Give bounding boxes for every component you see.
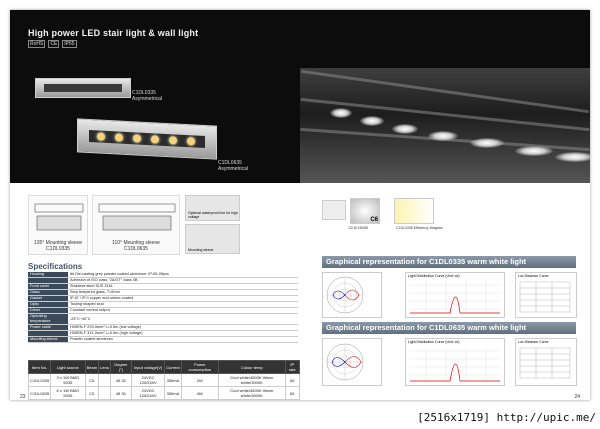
page-number-left: 23 [20,394,26,400]
ce-logo: CE [50,41,58,47]
model-table-cell: 2W [181,374,218,387]
model-table-header: Power consumption [181,361,218,374]
graph-title-c1dl0635: Graphical representation for C1DL0635 warm white light [322,322,576,334]
lux-table-1 [515,272,577,318]
model-table-header: Item No. [29,361,51,374]
model-table-header: Light source [51,361,85,374]
model-table-cell: C5 [85,374,98,387]
spec-key: Housing [28,272,68,278]
model-table-header: Degree (°) [110,361,131,374]
model-table-header: IP rate [285,361,299,374]
dimension-drawing-2 [93,196,181,236]
beam-image [394,198,434,224]
lux-table-2 [515,338,577,386]
model-table-header: Current [165,361,181,374]
model-table-cell: C5 [85,387,98,400]
spec-key: Mounting sleeve [28,337,68,343]
model-code-1: C1DL0335 [132,90,156,96]
lux-label-2: Lux Distance Curve [518,340,549,344]
model-table-cell: 4W [181,387,218,400]
catalog-spread [10,10,590,400]
model-table-cell: C1DL0635 [29,387,51,400]
spec-key: Glass [28,290,68,296]
spec-value: Powder coated aluminum [68,337,298,343]
model-table-cell: 65 [285,374,299,387]
model-table-cell: Cool white/4500K Warm white/3000K [219,387,286,400]
model-table-cell: 3 x 1W BMO 5035 [51,374,85,387]
spectrum-label-2: Light Distribution Curve (Unit: cd) [408,340,460,344]
page-number-right: 24 [574,394,580,400]
spec-value: Stainless steel SUS 316L [68,284,298,290]
drawing-c1dl0335 [28,195,88,255]
model-table-cell: Cool white/4500K Warm white/3000K [219,374,286,387]
model-table-header: Colour temp [219,361,286,374]
cert-logos [28,40,77,48]
image-footer [0,408,600,429]
model-label-2 [218,160,248,172]
drawing-caption-2: 110° Mounting sleeve C1DL0635 [112,240,160,252]
optics-caption-left: 1/2 Ø 150/60 [348,226,369,230]
spec-key: Optic [28,302,68,308]
model-table-cell: 350mA [165,374,181,387]
spec-row [28,337,298,343]
model-type-2: Asymmetrical [218,166,249,172]
model-table-cell: C1DL0335 [29,374,51,387]
rohs-logo: RoHS [30,41,44,47]
model-table-cell: 45 30 [110,387,131,400]
graph-title-c1dl0335: Graphical representation for C1DL0335 warm white light [322,256,576,268]
spec-value: Step tempered glass, T=6mm [68,290,298,296]
optics-caption-right: C1DL0335 Efficiency Diagram [396,226,443,230]
spec-value: 6# Die-casting grey powder coated aluminum, IP-65-95pcs [68,272,298,278]
spec-table [28,272,298,343]
polar-diagram-1 [322,272,382,318]
spec-heading: Specifications [28,262,83,271]
lens-image [322,200,346,220]
spec-value: H05RN-F 2X0.5mm² L=0.5m (low voltage) [68,325,298,331]
spec-value: Constant current output [68,308,298,314]
model-table-cell: 65 [285,387,299,400]
footer-source-text: [2516x1719] http://upic.me/ [417,411,596,424]
spec-key: Gasket [28,296,68,302]
drawing-caption-1: 135° Mounting sleeve C1DL0335 [33,240,83,252]
spec-key: Front cover [28,284,68,290]
stair-photo [300,68,590,183]
page-title: High power LED stair light & wall light [28,28,199,38]
product-image-c1dl0335 [35,78,131,98]
model-table-header: Lens [99,361,111,374]
spec-key: Power cable [28,325,68,331]
spectrum-label-1: Light Distribution Curve (Unit: cd) [408,274,460,278]
model-type-1: Asymmetrical [132,96,163,102]
spec-value: Adhesion of ISO class "2A/GT" class 4B [68,278,298,284]
spec-key: Operating temperature [28,314,68,325]
spectrum-chart-1 [405,272,505,318]
model-table-cell: 45 30 [110,374,131,387]
model-table-cell [99,387,111,400]
lens-label: C6 [370,217,378,223]
model-table-cell: 24VDC 120/240V [131,387,164,400]
polar-diagram-2 [322,338,382,386]
spec-value: -25°C~40°C [68,314,298,325]
lux-label-1: Lux Distance Curve [518,274,549,278]
mounting-sleeve-image: Mounting sleeve [185,224,240,254]
spec-key: Driver [28,308,68,314]
spec-value: IP 67 / IP 0 copper and rubber coated [68,296,298,302]
model-table-row [29,387,300,400]
model-table-cell [99,374,111,387]
model-label-1 [132,90,162,102]
model-code-2: C1DL0635 [218,160,242,166]
model-table-cell: 350mA [165,387,181,400]
hero-band [10,10,590,183]
spec-value: H05RN-F 3X1.0mm² L=0.5m (high voltage) [68,331,298,337]
model-table [28,360,300,400]
spectrum-chart-2 [405,338,505,386]
model-table-header: Input voltage(V) [131,361,164,374]
product-image-c1dl0635 [77,118,217,159]
drawing-c1dl0635 [92,195,180,255]
model-table-cell: 24VDC 120/240V [131,374,164,387]
lens-c6-image [350,198,380,224]
spec-value: Tooling shaped seal [68,302,298,308]
model-table-cell: 6 x 1W BMO 5035 [51,387,85,400]
ip-logo: IP65 [64,41,75,47]
waterproof-box-image: Optional waterproof box for high voltage [185,195,240,221]
dimension-drawing-1 [29,196,89,236]
model-table-row [29,374,300,387]
model-table-header: Beam [85,361,98,374]
spec-row [28,314,298,325]
